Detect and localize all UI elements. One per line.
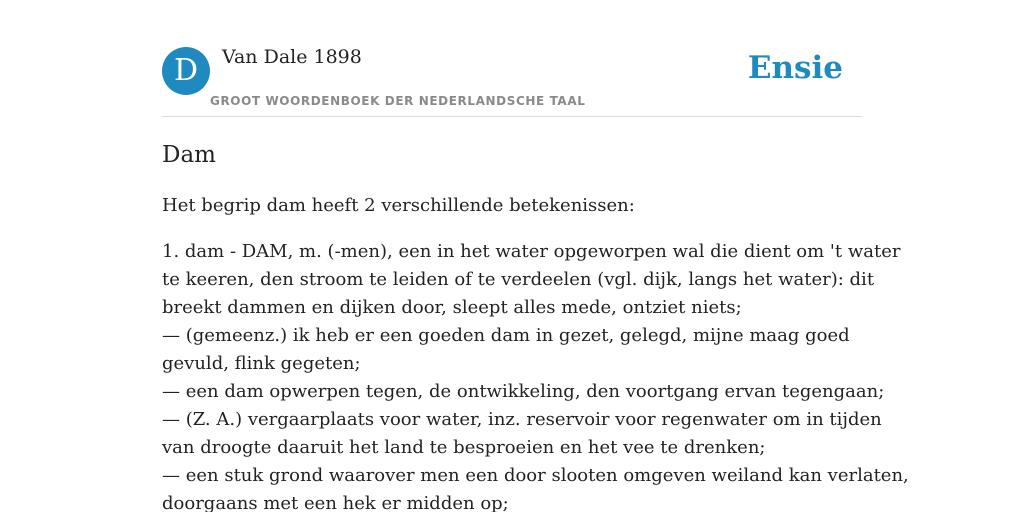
definition-line: van droogte daaruit het land te besproeien en het vee te drenken;: [162, 437, 766, 458]
book-subtitle: GROOT WOORDENBOEK DER NEDERLANDSCHE TAAL: [210, 94, 586, 108]
definition-line: 1. dam - DAM, m. (-men), een in het water opgeworpen wal die dient om 't water: [162, 241, 901, 262]
definition-line: doorgaans met een hek er midden op;: [162, 493, 509, 512]
entry-intro: Het begrip dam heeft 2 verschillende betekenissen:: [162, 195, 635, 216]
definition-line: gevuld, flink gegeten;: [162, 353, 361, 374]
definition-line: te keeren, den stroom te leiden of te verdeelen (vgl. dijk, langs het water): dit: [162, 269, 875, 290]
definition-line: — een stuk grond waarover men een door slooten omgeven weiland kan verlaten,: [162, 465, 909, 486]
definition-line: — (Z. A.) vergaarplaats voor water, inz. reservoir voor regenwater om in tijden: [162, 409, 882, 430]
site-header: [162, 44, 862, 117]
dictionary-logo[interactable]: D: [162, 47, 210, 95]
entry-title: Dam: [162, 142, 216, 168]
entry-definition: [162, 238, 909, 512]
definition-line: — (gemeenz.) ik heb er een goeden dam in gezet, gelegd, mijne maag goed: [162, 325, 850, 346]
ensie-brand-link[interactable]: Ensie: [747, 50, 843, 86]
definition-line: breekt dammen en dijken door, sleept alles mede, ontziet niets;: [162, 297, 742, 318]
entry-content: [162, 138, 909, 512]
book-title[interactable]: Van Dale 1898: [222, 46, 362, 68]
definition-line: — een dam opwerpen tegen, de ontwikkeling, den voortgang ervan tegengaan;: [162, 381, 885, 402]
